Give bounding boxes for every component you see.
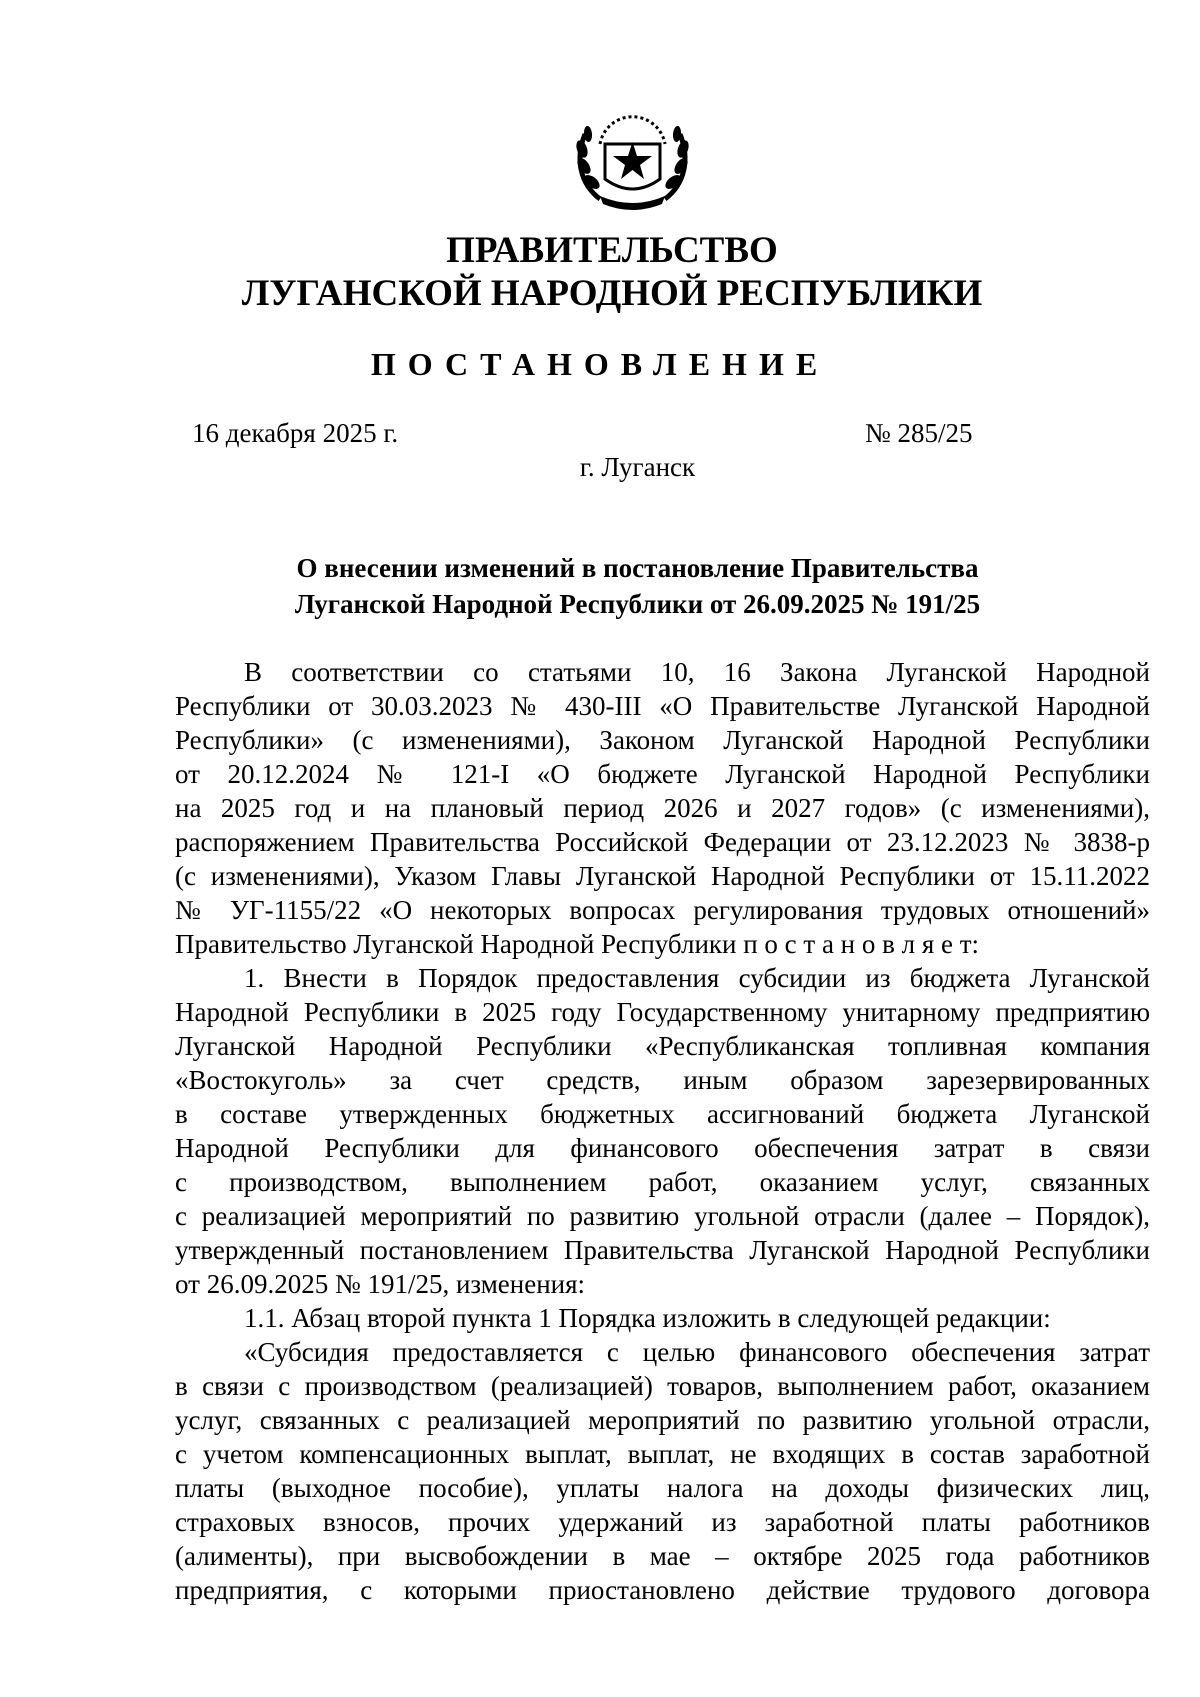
body-line: (с изменениями), Указом Главы Луганской Народной Республики от 15.11.2022	[175, 861, 1150, 891]
body-line: Народной Республики в 2025 году Государственному унитарному предприятию	[175, 997, 1150, 1027]
org-name-line1: ПРАВИТЕЛЬСТВО	[446, 230, 778, 271]
org-name-line2: ЛУГАНСКОЙ НАРОДНОЙ РЕСПУБЛИКИ	[241, 273, 983, 314]
document-title-line2: Луганской Народной Республики от 26.09.2025 № 191/25	[294, 589, 981, 619]
body-line: в составе утвержденных бюджетных ассигнований бюджета Луганской	[175, 1099, 1150, 1129]
body-line: 1.1. Абзац второй пункта 1 Порядка изложить в следующей редакции:	[244, 1303, 1051, 1333]
body-line: (алименты), при высвобождении в мае – октябре 2025 года работников	[175, 1541, 1150, 1571]
body-line: платы (выходное пособие), уплаты налога на доходы физических лиц,	[175, 1473, 1150, 1503]
body-line: Луганской Народной Республики «Республиканская топливная компания	[175, 1031, 1150, 1061]
body-line: «Востокуголь» за счет средств, иным образом зарезервированных	[175, 1065, 1150, 1095]
document-number: № 285/25	[865, 418, 973, 448]
body-line: Республики» (с изменениями), Законом Луганской Народной Республики	[175, 725, 1150, 755]
body-line: 1. Внести в Порядок предоставления субсидии из бюджета Луганской	[244, 963, 1150, 993]
body-line: распоряжением Правительства Российской Федерации от 23.12.2023 № 3838-р	[175, 827, 1150, 857]
document-date: 16 декабря 2025 г.	[192, 418, 399, 448]
body-line: от 20.12.2024 № 121-I «О бюджете Луганской Народной Республики	[175, 759, 1150, 789]
body-line: Народной Республики для финансового обеспечения затрат в связи	[175, 1133, 1150, 1163]
body-line: с учетом компенсационных выплат, выплат, не входящих в состав заработной	[175, 1439, 1150, 1469]
body-line: № УГ-1155/22 «О некоторых вопросах регулирования трудовых отношений»	[175, 895, 1150, 925]
body-line: предприятия, с которыми приостановлено действие трудового договора	[175, 1575, 1150, 1605]
document-city: г. Луганск	[579, 452, 696, 482]
body-line: «Субсидия предоставляется с целью финансового обеспечения затрат	[244, 1337, 1150, 1367]
coat-of-arms-emblem	[570, 104, 695, 214]
body-line: с реализацией мероприятий по развитию угольной отрасли (далее – Порядок),	[175, 1201, 1150, 1231]
body-line: с производством, выполнением работ, оказанием услуг, связанных	[175, 1167, 1150, 1197]
document-type: ПОСТАНОВЛЕНИЕ	[370, 346, 830, 382]
body-line: в связи с производством (реализацией) товаров, выполнением работ, оказанием	[175, 1371, 1150, 1401]
body-line: страховых взносов, прочих удержаний из заработной платы работников	[175, 1507, 1150, 1537]
body-line: услуг, связанных с реализацией мероприятий по развитию угольной отрасли,	[175, 1405, 1150, 1435]
body-line: Республики от 30.03.2023 № 430-III «О Правительстве Луганской Народной	[175, 691, 1150, 721]
body-line: В соответствии со статьями 10, 16 Закона Луганской Народной	[244, 657, 1150, 687]
body-line: Правительство Луганской Народной Республики п о с т а н о в л я е т:	[175, 929, 980, 959]
document-title-line1: О внесении изменений в постановление Правительства	[296, 553, 979, 583]
body-line: утвержденный постановлением Правительства Луганской Народной Республики	[175, 1235, 1150, 1265]
body-line: на 2025 год и на плановый период 2026 и 2027 годов» (с изменениями),	[175, 793, 1150, 823]
body-line: от 26.09.2025 № 191/25, изменения:	[175, 1269, 586, 1299]
